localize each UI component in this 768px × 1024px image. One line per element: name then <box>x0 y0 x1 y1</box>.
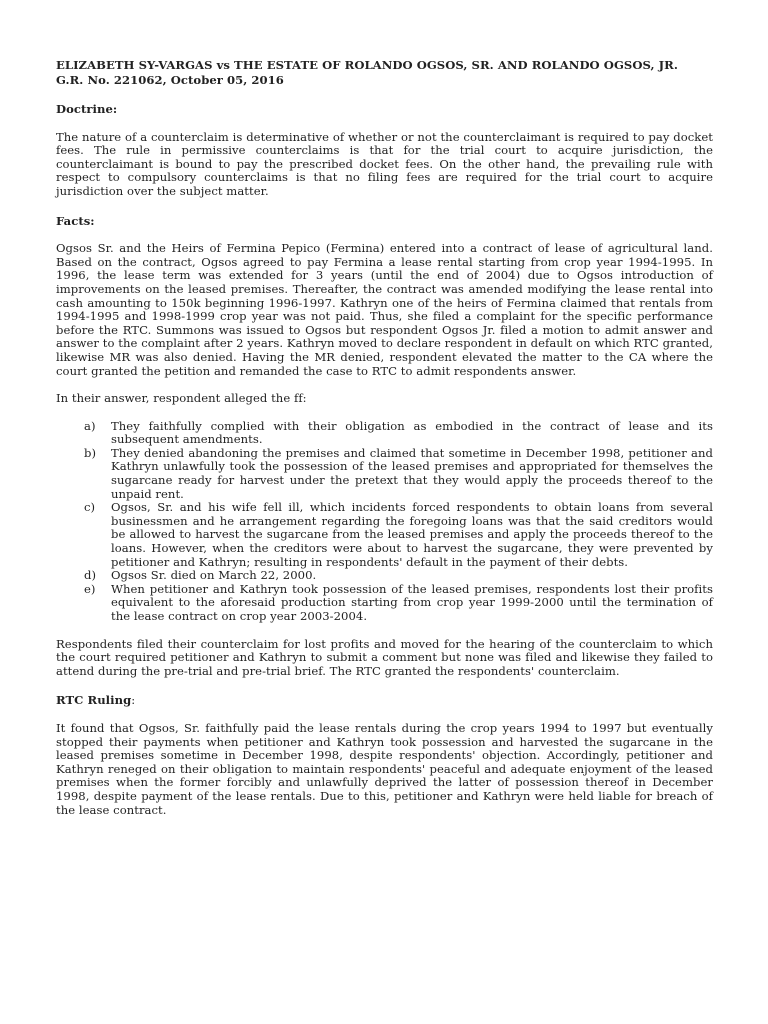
case-title-line1: ELIZABETH SY-VARGAS vs THE ESTATE OF ROLANDO OGSOS, SR. AND ROLANDO OGSOS, JR. <box>56 58 678 72</box>
allegations-list <box>56 420 713 624</box>
rtc-ruling-paragraph: It found that Ogsos, Sr. faithfully paid the lease rentals during the crop years 1994 to 1997 but eventually stopped their payments when petitioner and Kathryn took possession and harvested the sugarcane in the leased premises sometime in December 1998, despite respondents' objection. Accordingly, petitioner and Kathryn reneged on their obligation to maintain respondents' peaceful and adequate enjoyment of the leased premises when the former forcibly and unlawfully deprived the latter of possession thereof in December 1998, despite payment of the lease rentals. Due to this, petitioner and Kathryn were held liable for breach of the lease contract. <box>56 720 713 817</box>
facts-list-intro: In their answer, respondent alleged the ff: <box>56 391 307 406</box>
list-item-text: When petitioner and Kathryn took possession of the leased premises, respondents lost their profits equivalent to the aforesaid production starting from crop year 1999-2000 until the termination of the lease contract on crop year 2003-2004. <box>111 581 713 623</box>
document-page <box>56 58 713 817</box>
facts-heading: Facts: <box>56 213 95 228</box>
list-item <box>84 447 713 501</box>
rtc-ruling-heading-colon: : <box>131 693 136 708</box>
list-item <box>84 420 713 447</box>
doctrine-heading: Doctrine: <box>56 102 118 116</box>
list-item-text: They denied abandoning the premises and claimed that sometime in December 1998, petitioner and Kathryn unlawfully took the possession of the leased premises and appropriated for themselves the sugarcane ready for harvest under the pretext that they would apply the proceeds thereof to the unpaid rent. <box>111 445 713 501</box>
list-marker: e) <box>84 581 96 596</box>
list-item <box>84 501 713 569</box>
list-item <box>84 569 713 583</box>
list-item-text: Ogsos, Sr. and his wife fell ill, which incidents forced respondents to obtain loans from several businessmen and he arrangement regarding the foregoing loans was that the said creditors would be allowed to harvest the sugarcane from the leased premises and apply the proceeds thereof to the loans. However, when the creditors were about to harvest the sugarcane, they were prevented by petitioner and Kathryn; resulting in respondents' default in the payment of their debts. <box>111 500 713 569</box>
list-item-text: Ogsos Sr. died on March 22, 2000. <box>111 568 317 583</box>
case-title-line2: G.R. No. 221062, October 05, 2016 <box>56 72 284 87</box>
case-title <box>56 58 713 87</box>
list-marker: b) <box>84 445 97 460</box>
list-marker: a) <box>84 418 96 433</box>
rtc-ruling-heading-text: RTC Ruling <box>56 693 132 708</box>
doctrine-paragraph: The nature of a counterclaim is determinative of whether or not the counterclaimant is required to pay docket fees. The rule in permissive counterclaims is that for the trial court to acquire jurisdiction, the counterclaimant is bound to pay the prescribed docket fees. On the other hand, the prevailing rule with respect to compulsory counterclaims is that no filing fees are required for the trial court to acquire jurisdiction over the subject matter. <box>56 129 713 198</box>
list-item <box>84 583 713 624</box>
list-marker: d) <box>84 568 97 583</box>
list-marker: c) <box>84 500 96 515</box>
facts-paragraph: Ogsos Sr. and the Heirs of Fermina Pepico (Fermina) entered into a contract of lease of agricultural land. Based on the contract, Ogsos agreed to pay Fermina a lease rental starting from crop year 1994-1995. In 1996, the lease term was extended for 3 years (until the end of 2004) due to Ogsos introduction of improvements on the leased premises. Thereafter, the contract was amended modifying the lease rental into cash amounting to 150k beginning 1996-1997. Kathryn one of the heirs of Fermina claimed that rentals from 1994-1995 and 1998-1999 crop year was not paid. Thus, she filed a complaint for the specific performance before the RTC. Summons was issued to Ogsos but respondent Ogsos Jr. filed a motion to admit answer and answer to the complaint after 2 years. Kathryn moved to declare respondent in default on which RTC granted, likewise MR was also denied. Having the MR denied, respondent elevated the matter to the CA where the court granted the petition and remanded the case to RTC to admit respondents answer. <box>56 241 713 378</box>
counterclaim-paragraph: Respondents filed their counterclaim for lost profits and moved for the hearing of the counterclaim to which the court required petitioner and Kathryn to submit a comment but none was filed and likewise they failed to attend during the pre-trial and pre-trial brief. The RTC granted the respondents' counterclaim. <box>56 636 713 678</box>
rtc-ruling-heading <box>56 694 713 708</box>
list-item-text: They faithfully complied with their obligation as embodied in the contract of lease and its subsequent amendments. <box>111 418 713 447</box>
